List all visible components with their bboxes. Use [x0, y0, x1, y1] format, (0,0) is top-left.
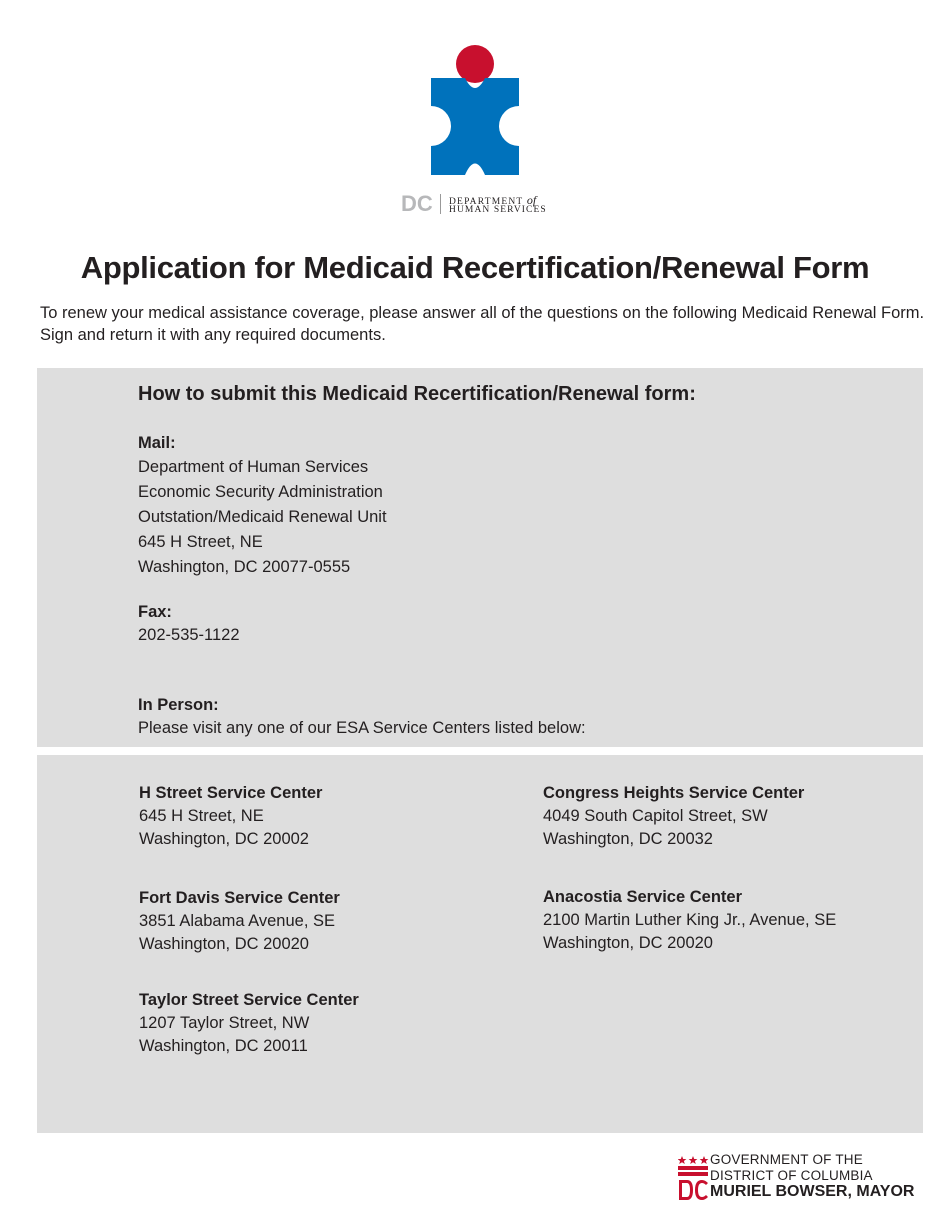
dept-line-2: HUMAN SERVICES [449, 205, 547, 215]
service-center [139, 782, 322, 850]
intro-text: To renew your medical assistance coverage, please answer all of the questions on the following Medicaid Renewal Form. Sign and return it with any required documents. [40, 304, 925, 344]
service-center [139, 887, 340, 955]
center-street: 4049 South Capitol Street, SW [543, 807, 768, 825]
we-are-washington-dc-icon [678, 1154, 710, 1202]
mail-line: Outstation/Medicaid Renewal Unit [138, 508, 387, 526]
service-center [139, 989, 359, 1057]
center-city: Washington, DC 20020 [139, 934, 309, 953]
mail-line: Department of Human Services [138, 458, 369, 476]
fax-section [138, 600, 240, 646]
center-name: H Street Service Center [139, 784, 323, 802]
center-city: Washington, DC 20032 [543, 829, 713, 848]
mail-label: Mail: [138, 434, 176, 452]
dhs-logo [398, 42, 552, 217]
submission-heading: How to submit this Medicaid Recertification/Renewal form: [138, 383, 696, 405]
center-city: Washington, DC 20020 [543, 933, 713, 952]
in-person-section [138, 693, 586, 739]
dhs-wordmark [398, 192, 552, 216]
gov-line-1: GOVERNMENT OF THE [710, 1152, 863, 1167]
dept-line-1: DEPARTMENT of [449, 193, 537, 207]
dhs-logo-body [431, 78, 519, 175]
mail-section [138, 431, 387, 580]
center-name: Congress Heights Service Center [543, 784, 805, 802]
center-city: Washington, DC 20011 [139, 1036, 308, 1055]
page-title: Application for Medicaid Recertification/Renewal Form [80, 250, 870, 285]
in-person-text: Please visit any one of our ESA Service Centers listed below: [138, 719, 586, 737]
submission-panel [37, 368, 923, 747]
fax-number: 202-535-1122 [138, 626, 240, 644]
service-center [543, 782, 804, 850]
mail-line: Washington, DC 20077-0555 [138, 558, 351, 576]
dc-government-text [710, 1152, 914, 1201]
dhs-figure-icon [428, 42, 522, 176]
center-name: Anacostia Service Center [543, 888, 743, 906]
fax-label: Fax: [138, 603, 172, 621]
center-street: 1207 Taylor Street, NW [139, 1014, 310, 1032]
gov-line-2: DISTRICT OF COLUMBIA [710, 1167, 873, 1183]
center-street: 2100 Martin Luther King Jr., Avenue, SE [543, 911, 837, 929]
dc-government-logo [678, 1152, 928, 1204]
center-street: 645 H Street, NE [139, 807, 264, 825]
mail-line: 645 H Street, NE [138, 533, 263, 551]
center-city: Washington, DC 20002 [139, 829, 309, 848]
gov-line-3: MURIEL BOWSER, MAYOR [710, 1183, 915, 1200]
in-person-label: In Person: [138, 696, 219, 714]
center-name: Fort Davis Service Center [139, 889, 340, 907]
mail-line: Economic Security Administration [138, 483, 383, 501]
service-center [543, 886, 836, 954]
service-centers-panel [37, 755, 923, 1133]
center-street: 3851 Alabama Avenue, SE [139, 912, 336, 930]
wordmark-divider [440, 194, 441, 214]
dhs-logo-head [456, 45, 494, 83]
dc-mark: DC [401, 191, 433, 216]
center-name: Taylor Street Service Center [139, 991, 359, 1009]
